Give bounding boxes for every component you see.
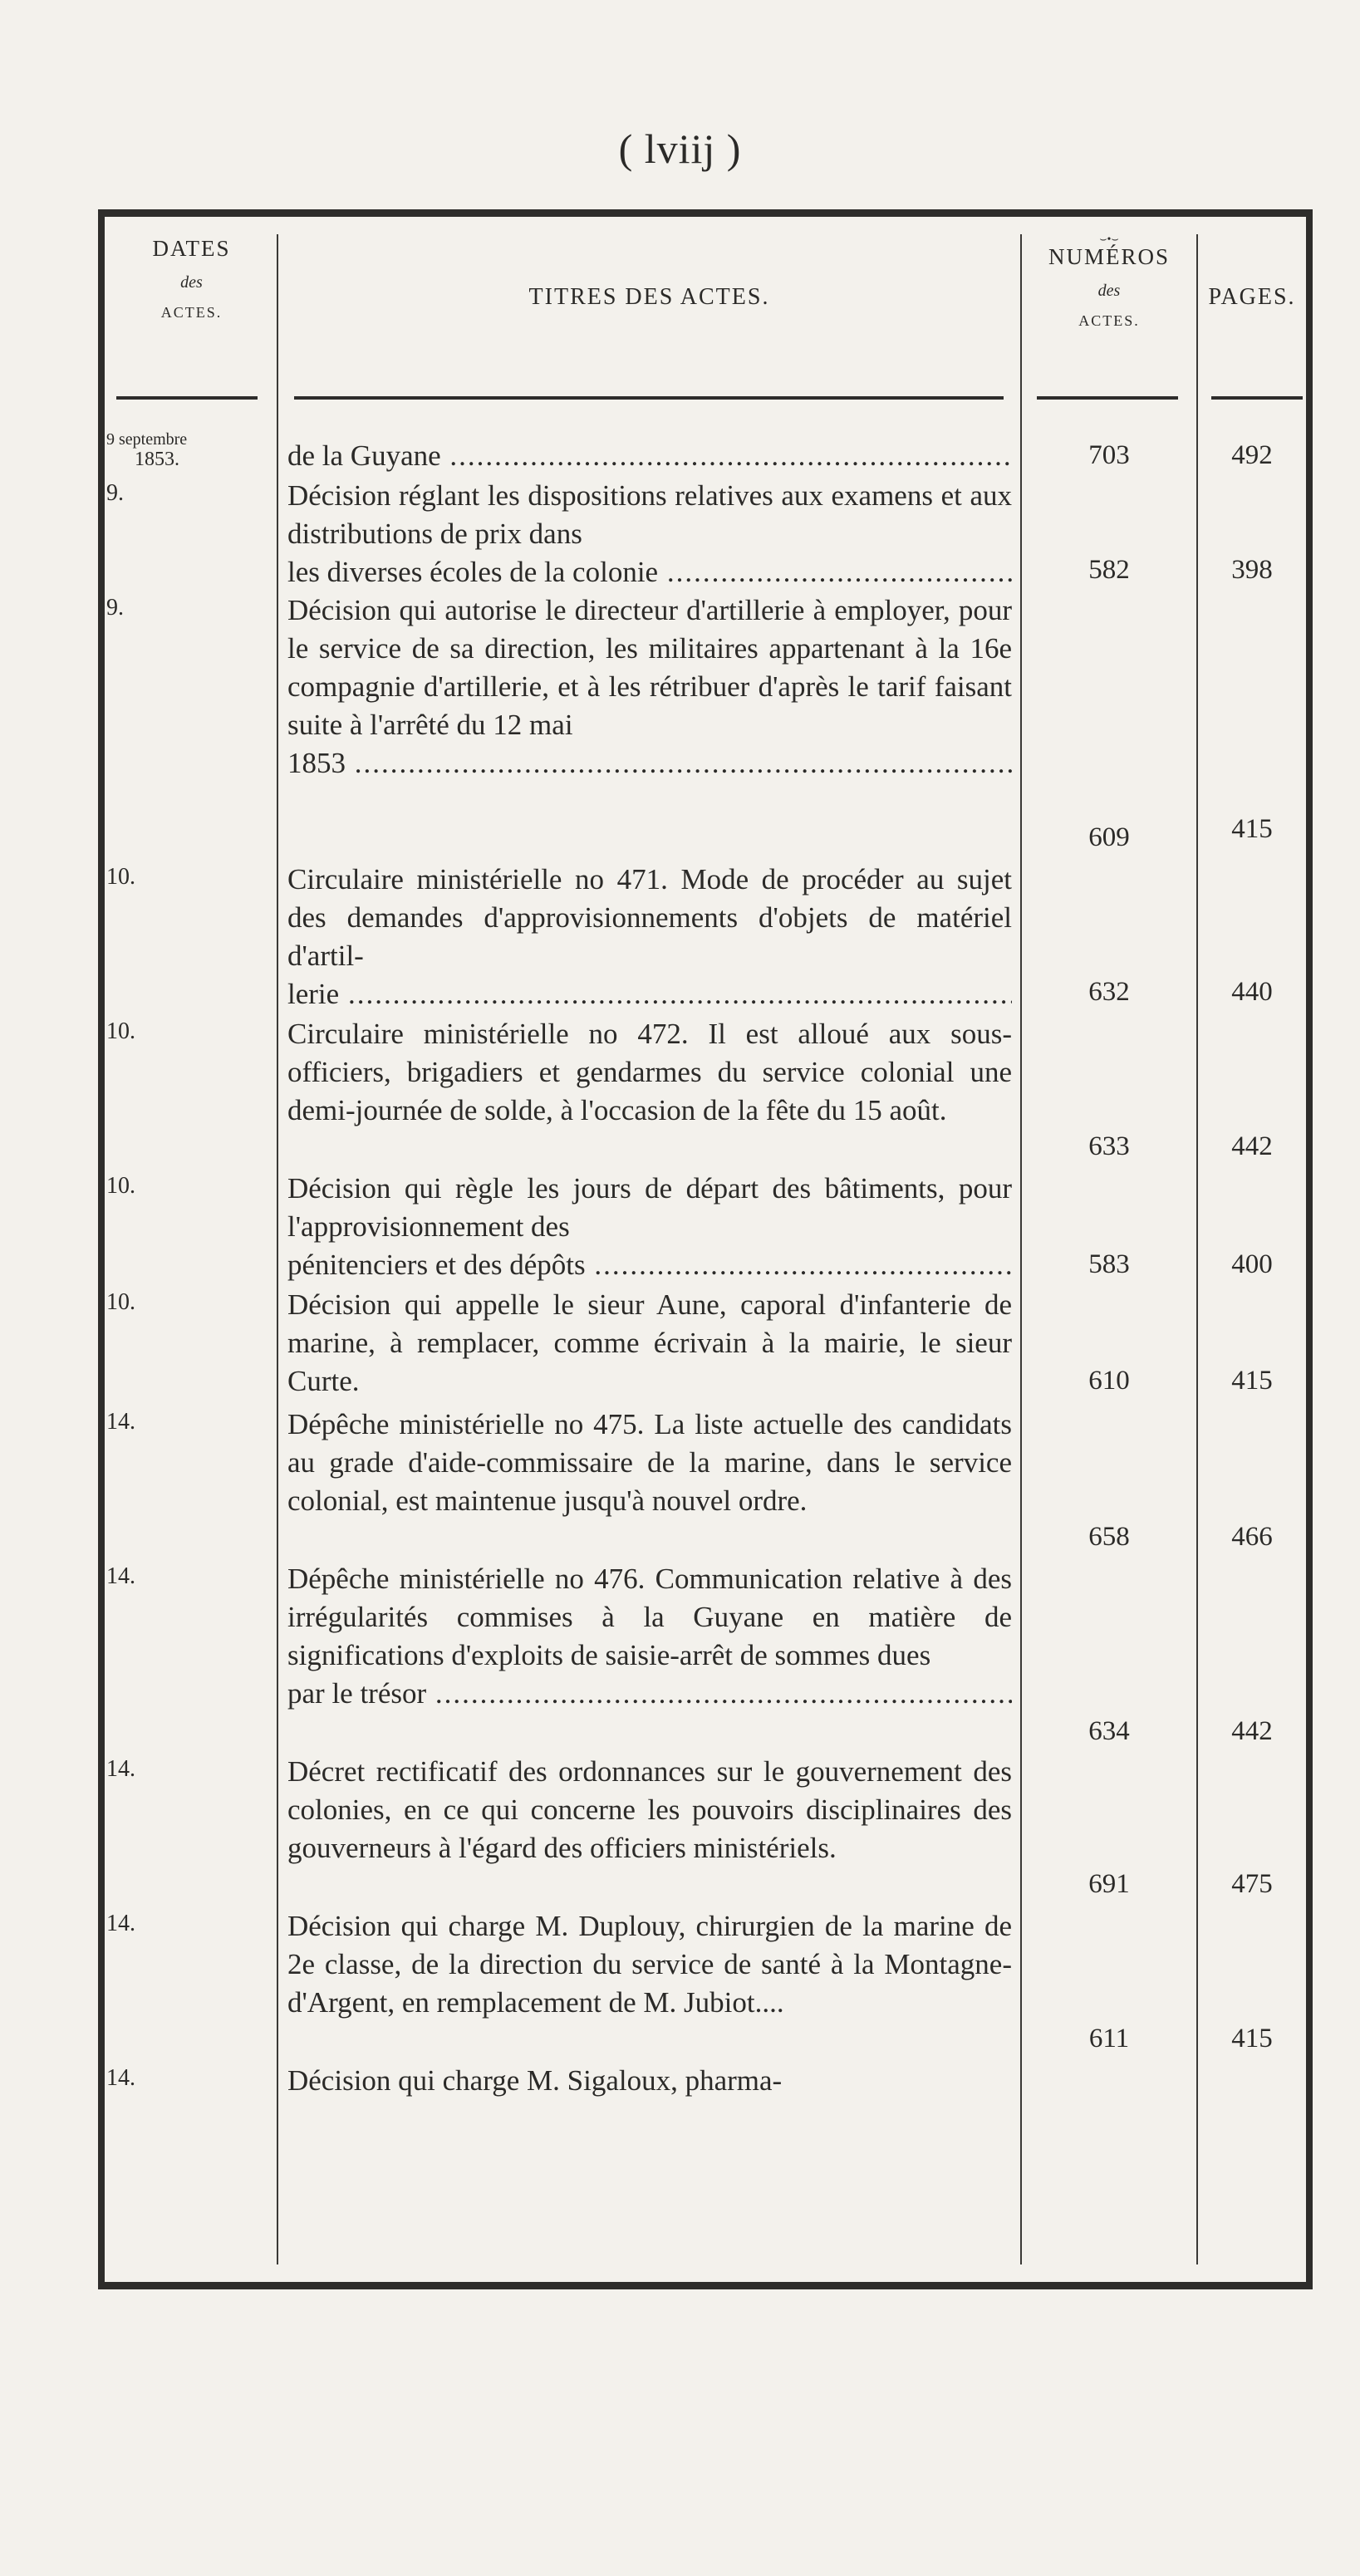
entry-title-body: Décision qui appelle le sieur Aune, caporal d'infanterie de marine, à remplacer, comme écrivain à la mairie, le sieur Curte. <box>287 1288 1012 1397</box>
entry-title <box>287 861 1012 1013</box>
entry-title-leader: par le trésor ..... <box>287 1675 1012 1713</box>
entry-page: 415 <box>1231 2024 1273 2053</box>
entry-page: 398 <box>1231 555 1273 585</box>
entry-title-body: Décision qui charge M. Duplouy, chirurgien de la marine de 2e classe, de la direction du service de santé à la Montagne-d'Argent, en remplacement de M. Jubiot.... <box>287 1910 1012 2019</box>
header-rule <box>1037 396 1178 400</box>
entry-title-body: Dépêche ministérielle no 476. Communication relative à des irrégularités commises à la Guyane en matière de significations d'exploits de saisie-arrêt de sommes dues <box>287 1563 1012 1671</box>
entry-date: 10. <box>106 1018 135 1044</box>
entry-number: 611 <box>1088 2024 1130 2053</box>
entry-title-leader: 1853 ..... <box>287 744 1012 783</box>
entry-title-body: Décision qui règle les jours de départ des bâtiments, pour l'approvisionnement des <box>287 1172 1012 1243</box>
entry-title <box>287 477 1012 591</box>
entry-page: 415 <box>1231 1366 1273 1396</box>
entry-page: 442 <box>1231 1131 1273 1161</box>
border-bottom <box>98 2282 1313 2289</box>
border-right <box>1306 209 1313 2289</box>
entry-page: 475 <box>1231 1869 1273 1899</box>
header-numbers-line3: ACTES. <box>1078 312 1140 329</box>
header-pages-label: PAGES. <box>1208 284 1296 310</box>
table-frame <box>98 209 1313 2289</box>
entry-title <box>287 1560 1012 1713</box>
header-titles <box>278 236 1020 311</box>
header-rule <box>116 396 258 400</box>
entry-date: 9. <box>106 595 124 621</box>
header-rule <box>1211 396 1303 400</box>
entry-page: 492 <box>1231 440 1273 470</box>
entry-title <box>287 1170 1012 1284</box>
entry-page: 442 <box>1231 1716 1273 1746</box>
entry-title <box>287 1015 1012 1130</box>
entry-number: 634 <box>1088 1716 1130 1746</box>
entry-date: 10. <box>106 864 135 890</box>
entry-title-leader: de la Guyane ..... <box>287 437 1012 475</box>
entry-title-leader: lerie ..... <box>287 975 1012 1013</box>
entry-title-body: Décret rectificatif des ordonnances sur le gouvernement des colonies, en ce qui concerne les pouvoirs disciplinaires des gouverneurs à l'égard des officiers ministériels. <box>287 1755 1012 1864</box>
entry-number: 610 <box>1088 1366 1130 1396</box>
entry-number: 609 <box>1088 822 1130 852</box>
entry-title <box>287 591 1012 783</box>
border-left <box>98 209 105 2289</box>
header-pages <box>1198 236 1306 311</box>
entry-page: 466 <box>1231 1522 1273 1552</box>
header-numbers-line2: des <box>1097 282 1121 300</box>
entry-title-body: Dépêche ministérielle no 475. La liste actuelle des candidats au grade d'aide-commissaire de la marine, dans le service colonial, est maintenue jusqu'à nouvel ordre. <box>287 1408 1012 1517</box>
entry-number: 583 <box>1088 1249 1130 1279</box>
entry-page: 400 <box>1231 1249 1273 1279</box>
page-number: ( lviij ) <box>618 125 742 172</box>
entry-date: 10. <box>106 1173 135 1199</box>
entry-date: 14. <box>106 2065 135 2091</box>
entry-title-body: Circulaire ministérielle no 472. Il est alloué aux sous-officiers, brigadiers et gendarmes du service colonial une demi-journée de solde, à l'occasion de la fête du 15 août. <box>287 1018 1012 1126</box>
header-numbers-line1: NUMÉROS <box>1048 244 1171 269</box>
entry-title-body: Circulaire ministérielle no 471. Mode de procéder au sujet des demandes d'approvisionnements d'objets de matériel d'artil- <box>287 863 1012 972</box>
entry-title <box>287 1406 1012 1520</box>
header-titles-label: TITRES DES ACTES. <box>528 284 770 310</box>
header-dates-line1: DATES <box>152 236 231 261</box>
entry-title <box>287 2062 1012 2100</box>
entry-date <box>106 427 272 470</box>
entry-date: 9. <box>106 480 124 506</box>
entry-date-year: 1853. <box>135 449 179 470</box>
entry-number: 703 <box>1088 440 1130 470</box>
header-dates-line3: ACTES. <box>160 304 223 321</box>
entry-page: 415 <box>1231 814 1273 844</box>
entry-title-body: Décision qui charge M. Sigaloux, pharma- <box>287 2064 783 2097</box>
column-divider <box>277 234 278 2264</box>
entry-title <box>287 437 1012 475</box>
entry-date: 14. <box>106 1563 135 1589</box>
entry-title <box>287 1286 1012 1401</box>
entry-date-day-month: 9 septembre <box>106 430 188 449</box>
header-numbers <box>1022 233 1196 330</box>
entry-date: 14. <box>106 1756 135 1782</box>
entry-page: 440 <box>1231 977 1273 1007</box>
entry-title-body: Décision qui autorise le directeur d'artillerie à employer, pour le service de sa direction, les militaires appartenant à la 16e compagnie d'artillerie, et à les rétribuer d'après le tarif faisant suite à l'arrêté du 12 mai <box>287 594 1012 741</box>
entry-title <box>287 1753 1012 1867</box>
entry-date: 14. <box>106 1409 135 1435</box>
ornament-icon: ⌣•⌣ <box>1099 233 1119 246</box>
entry-number: 691 <box>1088 1869 1130 1899</box>
header-rule <box>294 396 1004 400</box>
border-top <box>98 209 1313 217</box>
entry-number: 632 <box>1088 977 1130 1007</box>
entry-title-leader: les diverses écoles de la colonie ..... <box>287 553 1012 591</box>
entry-title <box>287 1907 1012 2022</box>
entry-title-leader: pénitenciers et des dépôts ..... <box>287 1246 1012 1284</box>
entry-number: 658 <box>1088 1522 1130 1552</box>
entry-title-body: Décision réglant les dispositions relatives aux examens et aux distributions de prix dans <box>287 479 1012 550</box>
entry-number: 633 <box>1088 1131 1130 1161</box>
header-dates-line2: des <box>180 273 203 292</box>
header-dates <box>106 236 277 321</box>
entry-date: 10. <box>106 1289 135 1315</box>
entry-number: 582 <box>1088 555 1130 585</box>
entry-date: 14. <box>106 1911 135 1936</box>
